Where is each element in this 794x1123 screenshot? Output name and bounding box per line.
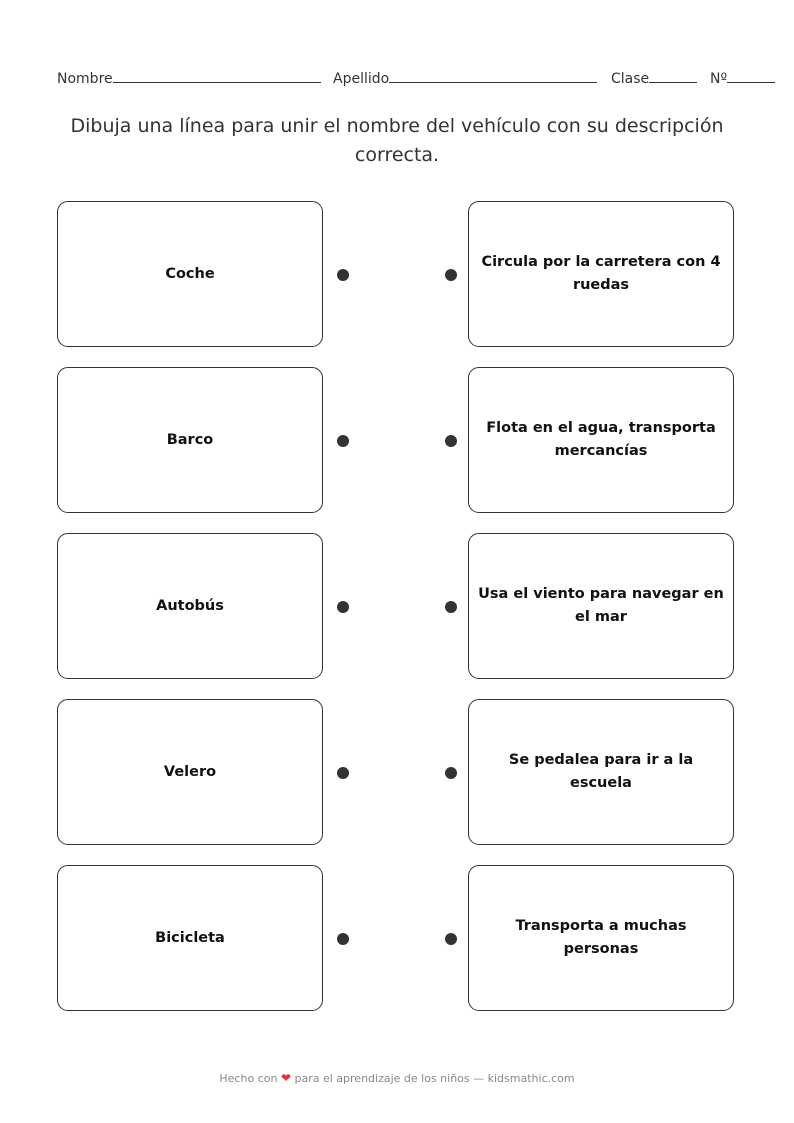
vehicle-name-card bbox=[57, 533, 323, 679]
right-connector-dot[interactable] bbox=[445, 435, 457, 447]
surname-field[interactable] bbox=[333, 68, 597, 87]
description-card bbox=[468, 533, 734, 679]
vehicle-description: Usa el viento para navegar en el mar bbox=[478, 586, 724, 625]
right-connector-dot[interactable] bbox=[445, 601, 457, 613]
right-connector-dot[interactable] bbox=[445, 933, 457, 945]
vehicle-name: Autobús bbox=[156, 597, 224, 614]
description-card bbox=[468, 699, 734, 845]
vehicle-name-card bbox=[57, 865, 323, 1011]
left-connector-dot[interactable] bbox=[337, 269, 349, 281]
vehicle-name: Barco bbox=[166, 431, 214, 448]
left-connector-dot[interactable] bbox=[337, 933, 349, 945]
footer bbox=[0, 1071, 794, 1085]
vehicle-description: Transporta a muchas personas bbox=[515, 918, 687, 957]
description-card bbox=[468, 367, 734, 513]
vehicle-name: Bicicleta bbox=[155, 929, 225, 946]
name-field[interactable] bbox=[57, 68, 321, 87]
heart-icon: ❤ bbox=[280, 1071, 291, 1085]
vehicle-name-card bbox=[57, 201, 323, 347]
footer-suffix: para el aprendizaje de los niños — kidsmathic.com bbox=[294, 1072, 575, 1085]
right-connector-dot[interactable] bbox=[445, 269, 457, 281]
vehicle-description: Flota en el agua, transporta mercancías bbox=[486, 420, 716, 459]
student-info-header bbox=[57, 68, 777, 88]
class-field[interactable] bbox=[611, 68, 697, 87]
vehicle-name-card bbox=[57, 699, 323, 845]
class-label: Clase bbox=[611, 71, 650, 87]
vehicle-name: Velero bbox=[163, 763, 217, 780]
class-line[interactable] bbox=[649, 68, 697, 83]
name-label: Nombre bbox=[57, 71, 113, 87]
number-label: Nº bbox=[710, 71, 728, 87]
vehicle-description: Circula por la carretera con 4 ruedas bbox=[481, 254, 721, 293]
left-connector-dot[interactable] bbox=[337, 601, 349, 613]
surname-line[interactable] bbox=[389, 68, 597, 83]
description-card bbox=[468, 865, 734, 1011]
left-connector-dot[interactable] bbox=[337, 767, 349, 779]
right-connector-dot[interactable] bbox=[445, 767, 457, 779]
vehicle-name-card bbox=[57, 367, 323, 513]
surname-label: Apellido bbox=[333, 71, 390, 87]
name-line[interactable] bbox=[113, 68, 321, 83]
vehicle-description: Se pedalea para ir a la escuela bbox=[508, 752, 694, 791]
number-field[interactable] bbox=[710, 68, 775, 87]
left-connector-dot[interactable] bbox=[337, 435, 349, 447]
number-line[interactable] bbox=[727, 68, 775, 83]
description-card bbox=[468, 201, 734, 347]
vehicle-name: Coche bbox=[165, 265, 215, 282]
instructions: Dibuja una línea para unir el nombre del vehículo con su descripción correcta. bbox=[70, 115, 724, 166]
footer-prefix: Hecho con bbox=[219, 1072, 278, 1085]
